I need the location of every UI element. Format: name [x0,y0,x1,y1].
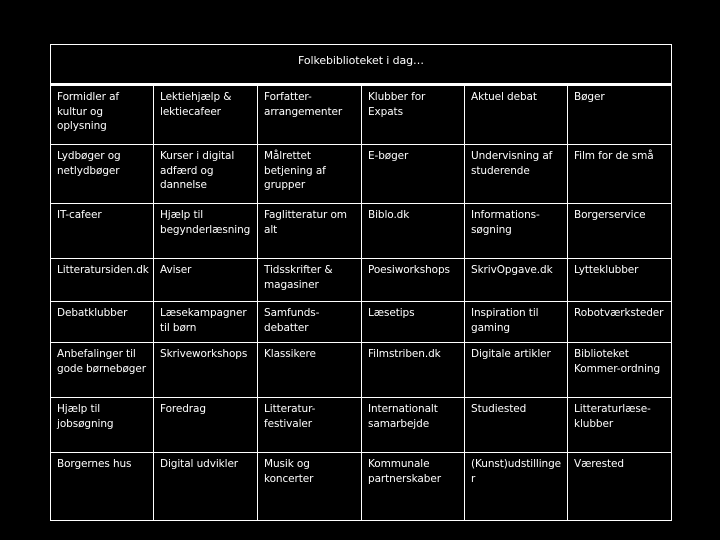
table-cell [465,204,568,259]
table-cell [154,398,258,453]
table-cell [568,453,672,521]
cell-text: Digitale artikler [471,348,551,360]
table-cell [362,259,465,302]
table-title: Folkebiblioteket i dag… [51,45,672,85]
cell-text: Inspiration til gaming [471,307,539,334]
table-cell [154,204,258,259]
table-cell [258,453,362,521]
cell-text: E-bøger [368,150,409,162]
table-cell [258,204,362,259]
table-cell [362,343,465,398]
table-row [51,398,672,453]
table-cell [154,145,258,204]
table-cell [258,259,362,302]
cell-text: Forfatter-arrangementer [264,91,343,118]
cell-text: Faglitteratur om alt [264,209,347,236]
table-cell [568,85,672,145]
table-cell [51,302,154,343]
cell-text: Læsetips [368,307,415,319]
cell-text: Læsekampagner til børn [160,307,247,334]
table-cell [154,259,258,302]
table-cell [362,302,465,343]
table-cell [568,204,672,259]
table-cell [568,259,672,302]
table-cell [362,398,465,453]
cell-text: Digital udvikler [160,458,239,470]
cell-text: Målrettet betjening af grupper [264,150,326,191]
table-cell [51,259,154,302]
cell-text: Film for de små [574,150,654,162]
table-header-row [51,45,672,85]
table-cell [465,302,568,343]
cell-text: Undervisning af studerende [471,150,553,177]
cell-text: Anbefalinger til gode børnebøger [57,348,146,375]
cell-text: Aktuel debat [471,91,537,103]
cell-text: Internationalt samarbejde [368,403,438,430]
cell-text: Lytteklubber [574,264,639,276]
table-row [51,145,672,204]
table-cell [568,145,672,204]
cell-text: Foredrag [160,403,206,415]
table-row [51,204,672,259]
table-cell [154,85,258,145]
cell-text: Kurser i digital adfærd og dannelse [160,150,235,191]
table-cell [51,398,154,453]
cell-text: Aviser [160,264,192,276]
table-cell [568,343,672,398]
table-cell [568,398,672,453]
table-cell [258,145,362,204]
cell-text: Informations-søgning [471,209,540,236]
table-cell [465,398,568,453]
table-cell [568,302,672,343]
table-cell [51,204,154,259]
table-row [51,302,672,343]
cell-text: Borgerservice [574,209,646,221]
cell-text: Debatklubber [57,307,128,319]
table-cell [51,85,154,145]
table-row [51,85,672,145]
table-cell [465,453,568,521]
cell-text: Borgernes hus [57,458,132,470]
table-cell [465,343,568,398]
table-cell [154,453,258,521]
cell-text: Robotværksteder [574,307,664,319]
table-row [51,343,672,398]
cell-text: Bøger [574,91,605,103]
table-cell [362,453,465,521]
cell-text: Biblioteket Kommer-ordning [574,348,661,375]
services-table [50,44,672,521]
table-cell [465,85,568,145]
cell-text: Formidler af kultur og oplysning [57,91,119,132]
cell-text: Samfunds-debatter [264,307,320,334]
cell-text: Klubber for Expats [368,91,426,118]
table-cell [258,302,362,343]
table-cell [465,145,568,204]
cell-text: Litteraturlæse-klubber [574,403,651,430]
cell-text: Lydbøger og netlydbøger [57,150,121,177]
cell-text: Værested [574,458,624,470]
cell-text: Musik og koncerter [264,458,314,485]
table-body [51,85,672,521]
cell-text: Hjælp til jobsøgning [57,403,114,430]
cell-text: Biblo.dk [368,209,410,221]
cell-text: Litteratur-festivaler [264,403,316,430]
table-row [51,453,672,521]
cell-text: Skriveworkshops [160,348,248,360]
table-cell [51,343,154,398]
cell-text: SkrivOpgave.dk [471,264,553,276]
cell-text: Filmstriben.dk [368,348,441,360]
table-cell [154,302,258,343]
cell-text: Lektiehjælp & lektiecafeer [160,91,232,118]
cell-text: IT-cafeer [57,209,102,221]
table-cell [154,343,258,398]
table-cell [258,398,362,453]
table-cell [465,259,568,302]
table-cell [362,85,465,145]
table-cell [362,145,465,204]
cell-text: Poesiworkshops [368,264,450,276]
cell-text: Klassikere [264,348,316,360]
cell-text: Tidsskrifter & magasiner [264,264,333,291]
table-cell [51,145,154,204]
cell-text: Kommunale partnerskaber [368,458,441,485]
table-cell [258,343,362,398]
cell-text: (Kunst)udstillinger [471,458,562,485]
cell-text: Hjælp til begynderlæsning [160,209,251,236]
table-cell [362,204,465,259]
cell-text: Litteratursiden.dk [57,264,149,276]
table-cell [51,453,154,521]
cell-text: Studiested [471,403,527,415]
table-cell [258,85,362,145]
table-row [51,259,672,302]
